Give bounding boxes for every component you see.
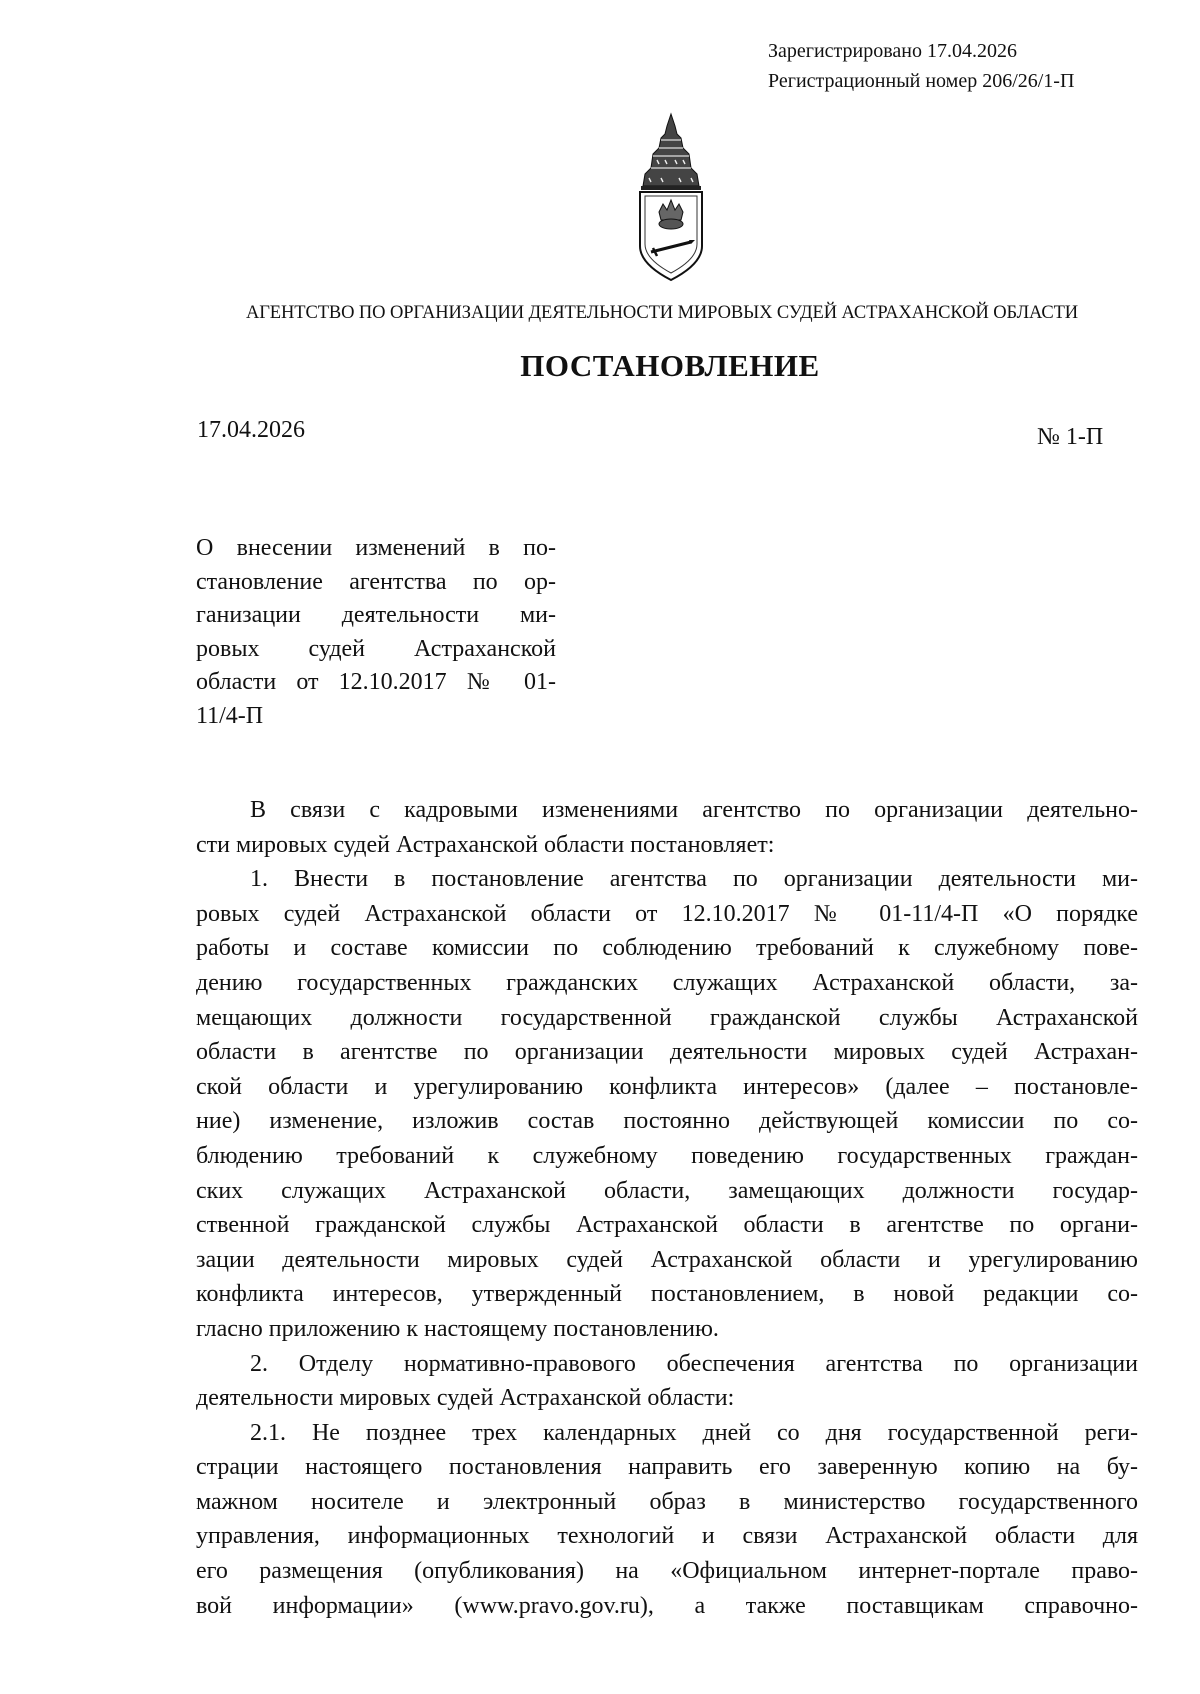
- body-line: В связи с кадровыми изменениями агентство по организации деятельно-: [250, 797, 1138, 823]
- document-title: ПОСТАНОВЛЕНИЕ: [520, 348, 820, 383]
- body-line: блюдению требований к служебному поведению государственных граждан-: [196, 1142, 1138, 1169]
- body-line: вой информации» (www.pravo.gov.ru), а также поставщикам справочно-: [196, 1592, 1138, 1619]
- body-line: 2. Отделу нормативно-правового обеспечения агентства по организации: [250, 1350, 1138, 1377]
- subject-line: 11/4-П: [196, 702, 264, 729]
- subject-line: области от 12.10.2017 № 01-: [196, 669, 556, 695]
- body-line: области в агентстве по организации деятельности мировых судей Астрахан-: [196, 1039, 1138, 1066]
- document-number: № 1-П: [1037, 424, 1104, 450]
- body-line: деятельности мировых судей Астраханской области:: [196, 1385, 735, 1412]
- astrakhan-coat-of-arms-icon: [631, 112, 711, 284]
- body-line: работы и составе комиссии по соблюдению требований к служебному пове-: [196, 935, 1138, 962]
- body-line: ровых судей Астраханской области от 12.10.2017 № 01-11/4-П «О порядке: [196, 900, 1138, 927]
- body-line: его размещения (опубликования) на «Официальном интернет-портале право-: [196, 1558, 1138, 1585]
- body-line: управления, информационных технологий и связи Астраханской области для: [196, 1523, 1138, 1550]
- document-body: [196, 793, 1138, 1623]
- body-line: 2.1. Не позднее трех календарных дней со дня государственной реги-: [250, 1419, 1138, 1446]
- body-line: дению государственных гражданских служащих Астраханской области, за-: [196, 969, 1138, 996]
- agency-name: АГЕНТСТВО ПО ОРГАНИЗАЦИИ ДЕЯТЕЛЬНОСТИ МИРОВЫХ СУДЕЙ АСТРАХАНСКОЙ ОБЛАСТИ: [245, 303, 1079, 323]
- body-line: страции настоящего постановления направить его заверенную копию на бу-: [196, 1454, 1138, 1481]
- document-subject: [196, 532, 556, 733]
- body-line: зации деятельности мировых судей Астраханской области и урегулированию: [196, 1246, 1138, 1273]
- subject-line: ганизации деятельности ми-: [196, 602, 556, 628]
- body-line: ских служащих Астраханской области, замещающих должности государ-: [196, 1177, 1138, 1204]
- body-line: конфликта интересов, утвержденный постановлением, в новой редакции со-: [196, 1281, 1138, 1308]
- registration-stamp: [768, 36, 1074, 96]
- body-line: ской области и урегулированию конфликта интересов» (далее – постановле-: [196, 1073, 1138, 1100]
- body-line: сти мировых судей Астраханской области постановляет:: [196, 831, 775, 858]
- subject-line: становление агентства по ор-: [196, 568, 556, 595]
- body-line: 1. Внести в постановление агентства по организации деятельности ми-: [250, 866, 1138, 893]
- body-line: ние) изменение, изложив состав постоянно действующей комиссии по со-: [196, 1108, 1138, 1135]
- body-line: мажном носителе и электронный образ в министерство государственного: [196, 1488, 1138, 1515]
- body-line: мещающих должности государственной гражданской службы Астраханской: [196, 1004, 1138, 1031]
- body-line: ственной гражданской службы Астраханской области в агентстве по органи-: [196, 1212, 1138, 1239]
- subject-line: ровых судей Астраханской: [196, 635, 556, 662]
- registration-date: Зарегистрировано 17.04.2026: [768, 40, 1018, 62]
- body-line: гласно приложению к настоящему постановлению.: [196, 1315, 719, 1342]
- document-date: 17.04.2026: [197, 417, 305, 443]
- subject-line: О внесении изменений в по-: [196, 535, 556, 561]
- registration-number: Регистрационный номер 206/26/1-П: [768, 70, 1075, 92]
